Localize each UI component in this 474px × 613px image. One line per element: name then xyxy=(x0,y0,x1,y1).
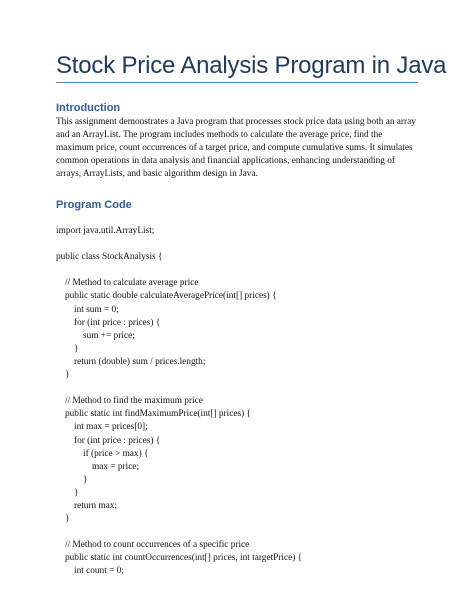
document-title: Stock Price Analysis Program in Java xyxy=(56,52,447,79)
code-blank-line xyxy=(56,526,436,539)
code-block xyxy=(56,225,436,579)
code-line: sum += price; xyxy=(83,330,135,341)
introduction-heading: Introduction xyxy=(56,102,121,114)
code-line: // Method to calculate average price xyxy=(65,278,199,289)
code-line: if (price > max) { xyxy=(83,448,149,459)
code-line: } xyxy=(74,343,79,354)
code-blank-line xyxy=(56,264,436,277)
introduction-paragraph xyxy=(56,116,426,181)
code-line: for (int price : prices) { xyxy=(74,435,161,446)
paragraph-line: arrays, ArrayLists, and basic algorithm design in Java. xyxy=(56,169,258,180)
title-underline xyxy=(56,82,418,83)
code-line: int sum = 0; xyxy=(74,304,119,315)
code-line: // Method to find the maximum price xyxy=(65,396,203,407)
code-line: } xyxy=(65,370,70,381)
code-line: int count = 0; xyxy=(74,566,124,577)
paragraph-line: This assignment demonstrates a Java program that processes stock price data using both an array xyxy=(56,117,416,127)
code-blank-line xyxy=(56,238,436,251)
code-line: return max; xyxy=(74,500,118,511)
code-line: public static int countOccurrences(int[] prices, int targetPrice) { xyxy=(65,553,303,564)
code-line: public static int findMaximumPrice(int[] prices) { xyxy=(65,409,251,420)
code-line: for (int price : prices) { xyxy=(74,317,161,328)
code-line: public static double calculateAveragePrice(int[] prices) { xyxy=(65,291,277,302)
code-line: } xyxy=(65,514,70,525)
code-blank-line xyxy=(56,382,436,395)
code-line: return (double) sum / prices.length; xyxy=(74,356,206,367)
code-line: public class StockAnalysis { xyxy=(56,252,163,263)
code-line: } xyxy=(83,474,88,485)
code-line: // Method to count occurrences of a specific price xyxy=(65,540,250,551)
code-line: } xyxy=(74,487,79,498)
paragraph-line: maximum price, count occurrences of a target price, and compute cumulative sums. It simulates xyxy=(56,143,413,154)
program-code-heading: Program Code xyxy=(56,199,132,211)
paragraph-line: and an ArrayList. The program includes methods to calculate the average price, find the xyxy=(56,130,383,141)
code-line: import java.util.ArrayList; xyxy=(56,226,155,236)
paragraph-line: common operations in data analysis and financial applications, enhancing understanding of xyxy=(56,156,395,167)
code-line: max = price; xyxy=(92,461,140,472)
code-line: int max = prices[0]; xyxy=(74,422,148,433)
